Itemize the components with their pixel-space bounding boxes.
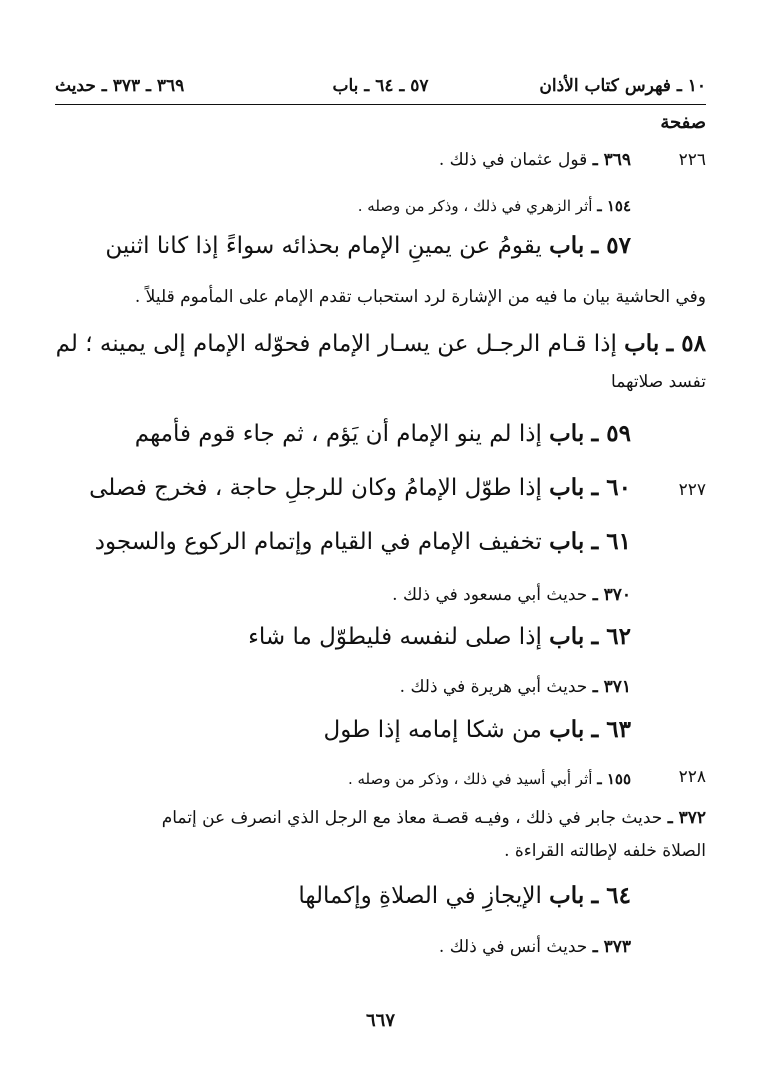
bab-number: ٦١ ـ — [591, 528, 631, 555]
hadith-entry — [400, 677, 631, 697]
athar-entry — [358, 197, 631, 215]
bab-title: إذا طوّل الإمامُ وكان للرجلِ حاجة ، فخرج فصلى — [89, 475, 542, 501]
entry-text: أثر الزهري في ذلك ، وذكر من وصله . — [357, 197, 593, 215]
bab-number: ٦٢ ـ — [591, 623, 631, 650]
bab-title: إذا صلى لنفسه فليطوّل ما شاء — [248, 624, 542, 650]
entry-number: ٣٧١ ـ — [592, 677, 631, 697]
page-ref-227: ٢٢٧ — [678, 480, 706, 500]
bab-keyword: باب — [549, 420, 585, 447]
entry-number: ٣٦٩ ـ — [592, 150, 631, 170]
bab-number: ٦٤ ـ — [591, 882, 631, 909]
bab-heading — [298, 882, 631, 909]
entry-number: ٣٧٢ ـ — [667, 808, 706, 828]
bab-keyword: باب — [549, 232, 585, 259]
page-ref-228: ٢٢٨ — [678, 767, 706, 787]
bab-title: من شكا إمامه إذا طول — [323, 717, 542, 743]
header-chapter-title: ١٠ ـ فهرس كتاب الأذان — [539, 76, 706, 96]
margin-note: وفي الحاشية بيان ما فيه من الإشارة لرد استحباب تقدم الإمام على المأموم قليلاً . — [134, 287, 706, 307]
bab-keyword: باب — [549, 882, 585, 909]
bab-title: إذا قـام الرجـل عن يسـار الإمام فحوّله الإمام إلى يمينه ؛ لم — [55, 331, 617, 357]
hadith-entry — [439, 150, 631, 170]
bab-keyword: باب — [549, 474, 585, 501]
entry-number: ١٥٥ ـ — [597, 770, 631, 788]
bab-title: إذا لم ينو الإمام أن يَؤم ، ثم جاء قوم فأمهم — [134, 421, 542, 447]
entry-number: ٣٧٣ ـ — [592, 937, 631, 957]
hadith-entry — [162, 808, 706, 828]
bab-number: ٦٠ ـ — [591, 474, 631, 501]
bab-keyword: باب — [549, 716, 585, 743]
entry-text: قول عثمان في ذلك . — [438, 150, 588, 170]
bab-keyword: باب — [549, 623, 585, 650]
bab-title: يقومُ عن يمينِ الإمام بحذائه سواءً إذا كانا اثنين — [105, 233, 542, 259]
athar-entry — [348, 770, 631, 788]
bab-title-continuation: تفسد صلاتهما — [611, 372, 706, 392]
header-hadith-range: ٣٦٩ ـ ٣٧٣ ـ حديث — [55, 76, 185, 96]
bab-number: ٥٧ ـ — [591, 232, 631, 259]
bab-heading — [56, 330, 706, 357]
hadith-text-continuation: الصلاة خلفه لإطالته القراءة . — [504, 841, 706, 861]
entry-number: ١٥٤ ـ — [597, 197, 631, 215]
entry-text: حديث أبي مسعود في ذلك . — [392, 585, 588, 605]
bab-heading — [135, 420, 631, 447]
hadith-entry — [439, 937, 631, 957]
bab-title: تخفيف الإمام في القيام وإتمام الركوع والسجود — [94, 529, 542, 555]
bab-title: الإيجازِ في الصلاةِ وإكمالها — [298, 883, 542, 909]
bab-heading — [105, 232, 631, 259]
entry-text: حديث جابر في ذلك ، وفيـه قصـة معاذ مع الرجل الذي انصرف عن إتمام — [161, 808, 663, 828]
page-ref-226: ٢٢٦ — [678, 150, 706, 170]
page-column-label: صفحة — [660, 112, 706, 133]
page-number: ٦٦٧ — [365, 1010, 395, 1031]
bab-number: ٦٣ ـ — [591, 716, 631, 743]
bab-keyword: باب — [549, 528, 585, 555]
header-bab-range: ٥٧ ـ ٦٤ ـ باب — [332, 76, 429, 96]
running-header — [55, 70, 706, 105]
bab-heading — [324, 716, 632, 743]
entry-text: حديث أبي هريرة في ذلك . — [399, 677, 588, 697]
entry-text: أثر أبي أسيد في ذلك ، وذكر من وصله . — [347, 770, 593, 788]
entry-text: حديث أنس في ذلك . — [438, 937, 588, 957]
bab-heading — [95, 528, 631, 555]
hadith-entry — [392, 585, 631, 605]
bab-heading — [89, 474, 631, 501]
bab-number: ٥٨ ـ — [666, 330, 706, 357]
bab-heading — [248, 623, 631, 650]
entry-number: ٣٧٠ ـ — [592, 585, 631, 605]
bab-number: ٥٩ ـ — [591, 420, 631, 447]
bab-keyword: باب — [624, 330, 660, 357]
